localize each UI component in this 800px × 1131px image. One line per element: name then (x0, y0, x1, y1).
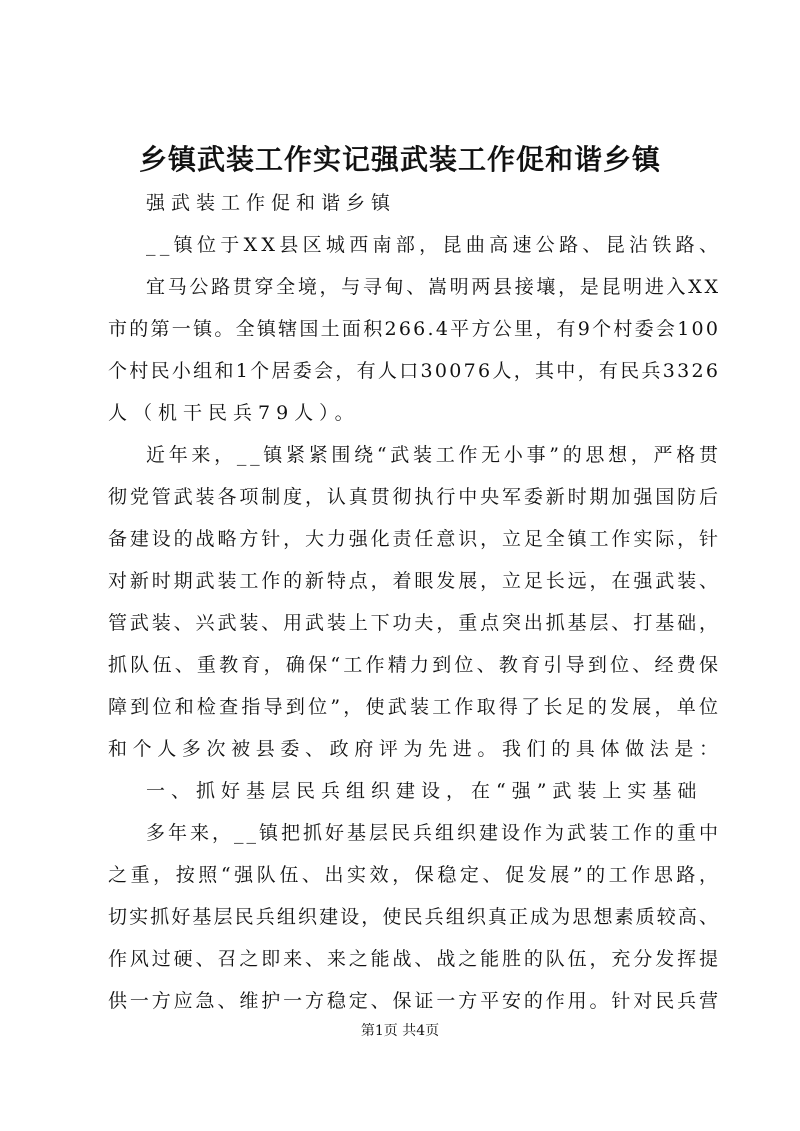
text-line: 多年来，__镇把抓好基层民兵组织建设作为武装工作的重中 (146, 822, 721, 844)
text-line: 抓队伍、重教育，确保“工作精力到位、教育引导到位、经费保 (108, 654, 722, 676)
text-line: 个村民小组和1个居委会，有人口30076人，其中，有民兵3326 (108, 360, 721, 382)
text-line: 作风过硬、召之即来、来之能战、战之能胜的队伍，充分发挥提 (108, 948, 721, 970)
text-line: 障到位和检查指导到位”，使武装工作取得了长足的发展，单位 (108, 696, 722, 718)
text-line: 对新时期武装工作的新特点，着眼发展，立足长远，在强武装、 (108, 570, 721, 592)
text-line: __镇位于XX县区城西南部，昆曲高速公路、昆沾铁路、 (146, 234, 723, 256)
text-line: 人（机干民兵79人）。 (108, 402, 360, 424)
text-line: 一、抓好基层民兵组织建设，在“强”武装上实基础 (146, 780, 703, 802)
text-line: 之重，按照“强队伍、出实效，保稳定、促发展”的工作思路， (108, 864, 722, 886)
document-title: 乡镇武装工作实记强武装工作促和谐乡镇 (138, 143, 661, 176)
document-body (108, 182, 724, 1022)
text-line: 管武装、兴武装、用武装上下功夫，重点突出抓基层、打基础， (108, 612, 721, 634)
text-line: 市的第一镇。全镇辖国土面积266.4平方公里，有9个村委会100 (108, 318, 721, 340)
text-line: 和个人多次被县委、政府评为先进。我们的具体做法是： (108, 738, 724, 760)
text-line: 备建设的战略方针，大力强化责任意识，立足全镇工作实际，针 (108, 528, 721, 550)
page-footer: 第1页 共4页 (360, 1023, 440, 1039)
text-line: 强武装工作促和谐乡镇 (146, 192, 397, 214)
text-line: 近年来，__镇紧紧围绕“武装工作无小事”的思想，严格贯 (146, 444, 722, 466)
text-line: 宜马公路贯穿全境，与寻甸、嵩明两县接壤，是昆明进入XX (146, 276, 721, 298)
text-line: 彻党管武装各项制度，认真贯彻执行中央军委新时期加强国防后 (108, 486, 721, 508)
text-line: 切实抓好基层民兵组织建设，使民兵组织真正成为思想素质较高、 (108, 906, 721, 928)
text-line: 供一方应急、维护一方稳定、保证一方平安的作用。针对民兵营 (108, 990, 721, 1012)
